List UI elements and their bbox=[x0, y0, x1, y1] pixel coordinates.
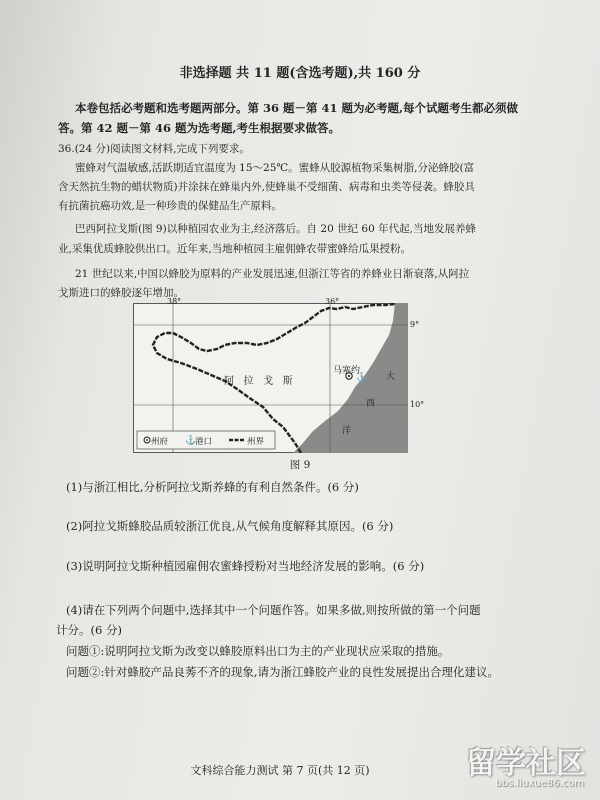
task-1: (1)与浙江相比,分析阿拉戈斯养蜂的有利自然条件。(6 分) bbox=[66, 480, 359, 494]
legend-port-icon: ⚓ bbox=[185, 436, 197, 446]
watermark-brand: 留学社区 bbox=[466, 746, 586, 781]
task-4-line-2: 计分。(6 分) bbox=[56, 623, 122, 637]
task-4-option-1: 问题①:说明阿拉戈斯为改变以蜂胶原料出口为主的产业现状应采取的措施。 bbox=[66, 644, 450, 658]
lat-label-9: 9° bbox=[410, 320, 420, 329]
legend-border-label: 州界 bbox=[247, 437, 265, 447]
task-4-option-2: 问题②:针对蜂胶产品良莠不齐的现象,请为浙江蜂胶产业的良性发展提出合理化建议。 bbox=[66, 665, 500, 679]
legend-port-label: 港口 bbox=[195, 437, 213, 447]
material-para-1-line-3: 有抗菌抗癌功效,是一种珍贵的保健品生产原料。 bbox=[58, 200, 282, 212]
task-4-line-1: (4)请在下列两个问题中,选择其中一个问题作答。如果多做,则按所做的第一个问题 bbox=[66, 603, 481, 617]
instructions-line-2: 答。第 42 题－第 46 题为选考题,考生根据要求做答。 bbox=[58, 121, 341, 135]
section-title: 非选择题 共 11 题(含选考题),共 160 分 bbox=[179, 66, 421, 81]
page-footer: 文科综合能力测试 第 7 页(共 12 页) bbox=[190, 764, 370, 777]
lon-label-36: 36° bbox=[325, 297, 340, 306]
ocean-label-3: 洋 bbox=[342, 426, 352, 436]
region-label: 阿 拉 戈 斯 bbox=[224, 376, 293, 387]
material-para-2-line-2: 业,采集优质蜂胶供出口。近年来,当地种植园主雇佣蜂农带蜜蜂给瓜果授粉。 bbox=[58, 243, 412, 255]
legend-capital-label: 州府 bbox=[151, 437, 169, 447]
task-3: (3)说明阿拉戈斯种植园雇佣农蜜蜂授粉对当地经济发展的影响。(6 分) bbox=[66, 559, 425, 573]
port-anchor-icon: ⚓ bbox=[356, 373, 368, 383]
lon-label-38: 38° bbox=[167, 297, 182, 306]
capital-label: 马塞约 bbox=[333, 366, 361, 376]
lat-label-10: 10° bbox=[410, 400, 425, 409]
task-2: (2)阿拉戈斯蜂胶品质较浙江优良,从气候角度解释其原因。(6 分) bbox=[66, 519, 394, 533]
material-para-3-line-1: 21 世纪以来,中国以蜂胶为原料的产业发展迅速,但浙江等省的养蜂业日渐衰落,从阿拉 bbox=[75, 268, 470, 280]
ocean-label-2: 西 bbox=[366, 399, 376, 409]
figure-caption: 图 9 bbox=[289, 459, 311, 471]
ocean-label-1: 大 bbox=[386, 372, 396, 382]
material-para-1-line-2: 含天然抗生物的蜡状物质)并涂抹在蜂巢内外,使蜂巢不受细菌、病毒和虫类等侵袭。蜂胶具 bbox=[58, 181, 475, 193]
material-para-1-line-1: 蜜蜂对气温敏感,活跃期适宜温度为 15～25℃。蜜蜂从胶源植物采集树脂,分泌蜂胶(富 bbox=[75, 162, 475, 174]
question-stem: 36.(24 分)阅读图文材料,完成下列要求。 bbox=[58, 143, 250, 155]
material-para-3-line-2: 戈斯进口的蜂胶逐年增加。 bbox=[58, 287, 184, 299]
watermark-url: bbs.liuxue86.com bbox=[495, 778, 584, 789]
material-para-2-line-1: 巴西阿拉戈斯(图 9)以种植园农业为主,经济落后。自 20 世纪 60 年代起,当地发展养蜂 bbox=[75, 223, 476, 235]
instructions-line-1: 本卷包括必考题和选考题两部分。第 36 题－第 41 题为必考题,每个试题考生都必须做 bbox=[75, 101, 519, 115]
